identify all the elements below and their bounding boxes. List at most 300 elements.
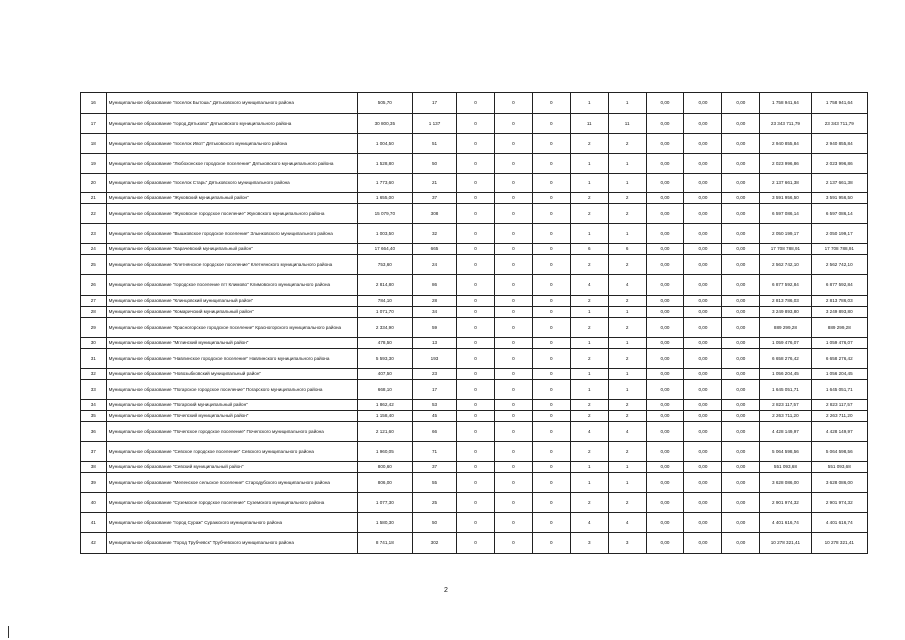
amount3-value: 0,00 xyxy=(722,380,760,400)
col6-value: 2 xyxy=(570,493,608,513)
col5-value: 0 xyxy=(532,134,570,154)
row-number: 16 xyxy=(81,93,107,114)
col7-value: 1 xyxy=(608,473,646,493)
sum2-value: 4 401 616,74 xyxy=(811,513,867,533)
amount3-value: 0,00 xyxy=(722,224,760,244)
area-value: 1 773,60 xyxy=(357,174,412,193)
row-number: 27 xyxy=(81,296,107,307)
municipality-name: Муниципальное образование "Погарское городское поселение" Погарского муниципального района xyxy=(106,380,357,400)
count-value: 308 xyxy=(412,204,456,224)
amount3-value: 0,00 xyxy=(722,462,760,473)
row-number: 20 xyxy=(81,174,107,193)
count-value: 193 xyxy=(412,349,456,369)
amount3-value: 0,00 xyxy=(722,154,760,174)
municipal-data-table xyxy=(80,92,868,554)
sum1-value: 2 823 117,57 xyxy=(760,400,811,411)
sum1-value: 2 813 786,03 xyxy=(760,296,811,307)
table-row xyxy=(81,154,868,174)
sum2-value: 1 059 476,07 xyxy=(811,338,867,349)
table-row xyxy=(81,255,868,275)
area-value: 2 814,80 xyxy=(357,275,412,296)
col6-value: 1 xyxy=(570,93,608,114)
row-number: 37 xyxy=(81,442,107,462)
col3-value: 0 xyxy=(457,422,495,442)
count-value: 55 xyxy=(412,473,456,493)
sum2-value: 2 263 711,20 xyxy=(811,411,867,422)
table-row xyxy=(81,462,868,473)
table-row xyxy=(81,174,868,193)
amount3-value: 0,00 xyxy=(722,513,760,533)
table-row xyxy=(81,380,868,400)
row-number: 28 xyxy=(81,307,107,318)
col5-value: 0 xyxy=(532,400,570,411)
col7-value: 1 xyxy=(608,174,646,193)
sum2-value: 3 249 893,80 xyxy=(811,307,867,318)
sum2-value: 4 428 149,97 xyxy=(811,422,867,442)
sum1-value: 1 056 204,45 xyxy=(760,369,811,380)
col4-value: 0 xyxy=(494,411,532,422)
amount3-value: 0,00 xyxy=(722,134,760,154)
col3-value: 0 xyxy=(457,380,495,400)
sum1-value: 3 249 893,80 xyxy=(760,307,811,318)
table-row xyxy=(81,134,868,154)
sum2-value: 2 137 661,38 xyxy=(811,174,867,193)
area-value: 1 004,50 xyxy=(357,134,412,154)
col3-value: 0 xyxy=(457,114,495,134)
area-value: 1 071,70 xyxy=(357,307,412,318)
col5-value: 0 xyxy=(532,473,570,493)
col5-value: 0 xyxy=(532,493,570,513)
col4-value: 0 xyxy=(494,193,532,204)
table-row xyxy=(81,338,868,349)
municipality-name: Муниципальное образование "Жуковский муниципальный район" xyxy=(106,193,357,204)
col6-value: 4 xyxy=(570,513,608,533)
col3-value: 0 xyxy=(457,193,495,204)
col5-value: 0 xyxy=(532,244,570,255)
amount1-value: 0,00 xyxy=(646,204,684,224)
col7-value: 3 xyxy=(608,533,646,554)
amount1-value: 0,00 xyxy=(646,193,684,204)
col6-value: 2 xyxy=(570,411,608,422)
amount2-value: 0,00 xyxy=(684,349,722,369)
row-number: 42 xyxy=(81,533,107,554)
municipality-name: Муниципальное образование "Севский муниципальный район" xyxy=(106,462,357,473)
sum2-value: 2 901 974,32 xyxy=(811,493,867,513)
amount3-value: 0,00 xyxy=(722,411,760,422)
area-value: 15 079,70 xyxy=(357,204,412,224)
count-value: 1 137 xyxy=(412,114,456,134)
municipality-name: Муниципальное образование "Погарский муниципальный район" xyxy=(106,400,357,411)
count-value: 665 xyxy=(412,244,456,255)
sum2-value: 2 940 855,84 xyxy=(811,134,867,154)
col4-value: 0 xyxy=(494,462,532,473)
area-value: 1 077,30 xyxy=(357,493,412,513)
col5-value: 0 xyxy=(532,193,570,204)
col3-value: 0 xyxy=(457,338,495,349)
sum1-value: 2 901 974,32 xyxy=(760,493,811,513)
count-value: 66 xyxy=(412,422,456,442)
amount2-value: 0,00 xyxy=(684,114,722,134)
col4-value: 0 xyxy=(494,307,532,318)
col5-value: 0 xyxy=(532,93,570,114)
amount2-value: 0,00 xyxy=(684,275,722,296)
col5-value: 0 xyxy=(532,154,570,174)
amount1-value: 0,00 xyxy=(646,473,684,493)
table-row xyxy=(81,224,868,244)
table-row xyxy=(81,473,868,493)
amount2-value: 0,00 xyxy=(684,462,722,473)
municipality-name: Муниципальное образование "поселок Бытошь" Дятьковского муниципального района xyxy=(106,93,357,114)
sum1-value: 5 064 598,56 xyxy=(760,442,811,462)
area-value: 800,60 xyxy=(357,462,412,473)
col7-value: 2 xyxy=(608,204,646,224)
area-value: 1 580,30 xyxy=(357,513,412,533)
col6-value: 1 xyxy=(570,307,608,318)
col5-value: 0 xyxy=(532,422,570,442)
amount2-value: 0,00 xyxy=(684,411,722,422)
municipality-name: Муниципальное образование "город Дятьково" Дятьковского муниципального района xyxy=(106,114,357,134)
sum2-value: 23 343 711,79 xyxy=(811,114,867,134)
municipality-name: Муниципальное образование "Красногорское городское поселение" Красногорского муниципального района xyxy=(106,318,357,338)
sum1-value: 3 628 086,00 xyxy=(760,473,811,493)
col6-value: 4 xyxy=(570,275,608,296)
amount1-value: 0,00 xyxy=(646,442,684,462)
table-row xyxy=(81,296,868,307)
col7-value: 1 xyxy=(608,154,646,174)
col6-value: 1 xyxy=(570,380,608,400)
col6-value: 2 xyxy=(570,296,608,307)
area-value: 478,50 xyxy=(357,338,412,349)
amount2-value: 0,00 xyxy=(684,154,722,174)
amount1-value: 0,00 xyxy=(646,411,684,422)
col5-value: 0 xyxy=(532,275,570,296)
col3-value: 0 xyxy=(457,411,495,422)
amount1-value: 0,00 xyxy=(646,296,684,307)
sum1-value: 3 591 956,50 xyxy=(760,193,811,204)
area-value: 5 593,30 xyxy=(357,349,412,369)
col4-value: 0 xyxy=(494,442,532,462)
col5-value: 0 xyxy=(532,369,570,380)
sum2-value: 3 591 956,50 xyxy=(811,193,867,204)
amount2-value: 0,00 xyxy=(684,224,722,244)
municipality-name: Муниципальное образование "Клетнянское городское поселение" Клетнянского муниципального района xyxy=(106,255,357,275)
row-number: 29 xyxy=(81,318,107,338)
municipality-name: Муниципальное образование "Суземское городское поселение" Суземского муниципального района xyxy=(106,493,357,513)
col7-value: 1 xyxy=(608,380,646,400)
area-value: 2 121,60 xyxy=(357,422,412,442)
sum2-value: 10 278 321,41 xyxy=(811,533,867,554)
table-row xyxy=(81,93,868,114)
col4-value: 0 xyxy=(494,513,532,533)
col4-value: 0 xyxy=(494,349,532,369)
table-row xyxy=(81,114,868,134)
col7-value: 2 xyxy=(608,442,646,462)
amount3-value: 0,00 xyxy=(722,114,760,134)
col6-value: 1 xyxy=(570,369,608,380)
sum2-value: 551 093,68 xyxy=(811,462,867,473)
amount2-value: 0,00 xyxy=(684,493,722,513)
amount2-value: 0,00 xyxy=(684,193,722,204)
sum1-value: 23 343 711,79 xyxy=(760,114,811,134)
amount2-value: 0,00 xyxy=(684,296,722,307)
col3-value: 0 xyxy=(457,369,495,380)
amount1-value: 0,00 xyxy=(646,513,684,533)
count-value: 53 xyxy=(412,400,456,411)
col6-value: 1 xyxy=(570,338,608,349)
count-value: 17 xyxy=(412,380,456,400)
amount2-value: 0,00 xyxy=(684,442,722,462)
amount3-value: 0,00 xyxy=(722,349,760,369)
sum1-value: 2 050 199,17 xyxy=(760,224,811,244)
amount1-value: 0,00 xyxy=(646,93,684,114)
col3-value: 0 xyxy=(457,204,495,224)
count-value: 50 xyxy=(412,154,456,174)
municipality-name: Муниципальное образование "поселок Ивот" Дятьковского муниципального района xyxy=(106,134,357,154)
col3-value: 0 xyxy=(457,307,495,318)
amount2-value: 0,00 xyxy=(684,369,722,380)
col7-value: 2 xyxy=(608,255,646,275)
area-value: 1 655,00 xyxy=(357,193,412,204)
row-number: 17 xyxy=(81,114,107,134)
col4-value: 0 xyxy=(494,204,532,224)
area-value: 1 158,40 xyxy=(357,411,412,422)
col7-value: 2 xyxy=(608,349,646,369)
amount3-value: 0,00 xyxy=(722,400,760,411)
col3-value: 0 xyxy=(457,154,495,174)
col3-value: 0 xyxy=(457,493,495,513)
col6-value: 2 xyxy=(570,204,608,224)
amount2-value: 0,00 xyxy=(684,473,722,493)
col6-value: 1 xyxy=(570,473,608,493)
amount3-value: 0,00 xyxy=(722,204,760,224)
amount3-value: 0,00 xyxy=(722,244,760,255)
row-number: 34 xyxy=(81,400,107,411)
row-number: 22 xyxy=(81,204,107,224)
col6-value: 2 xyxy=(570,134,608,154)
col3-value: 0 xyxy=(457,174,495,193)
col3-value: 0 xyxy=(457,533,495,554)
amount1-value: 0,00 xyxy=(646,275,684,296)
col7-value: 2 xyxy=(608,318,646,338)
sum1-value: 4 401 616,74 xyxy=(760,513,811,533)
area-value: 505,70 xyxy=(357,93,412,114)
col6-value: 1 xyxy=(570,154,608,174)
count-value: 51 xyxy=(412,134,456,154)
col7-value: 11 xyxy=(608,114,646,134)
amount2-value: 0,00 xyxy=(684,338,722,349)
area-value: 1 862,42 xyxy=(357,400,412,411)
col7-value: 1 xyxy=(608,307,646,318)
col3-value: 0 xyxy=(457,349,495,369)
amount1-value: 0,00 xyxy=(646,244,684,255)
sum2-value: 2 813 786,03 xyxy=(811,296,867,307)
amount2-value: 0,00 xyxy=(684,513,722,533)
amount1-value: 0,00 xyxy=(646,533,684,554)
page-number: 2 xyxy=(444,587,448,594)
amount3-value: 0,00 xyxy=(722,422,760,442)
sum1-value: 1 758 941,64 xyxy=(760,93,811,114)
amount1-value: 0,00 xyxy=(646,493,684,513)
area-value: 8 741,18 xyxy=(357,533,412,554)
col3-value: 0 xyxy=(457,255,495,275)
col4-value: 0 xyxy=(494,134,532,154)
sum1-value: 10 278 321,41 xyxy=(760,533,811,554)
municipality-name: Муниципальное образование "Карачевский муниципальный район" xyxy=(106,244,357,255)
row-number: 32 xyxy=(81,369,107,380)
area-value: 2 334,90 xyxy=(357,318,412,338)
col3-value: 0 xyxy=(457,93,495,114)
col6-value: 1 xyxy=(570,224,608,244)
amount3-value: 0,00 xyxy=(722,442,760,462)
amount3-value: 0,00 xyxy=(722,296,760,307)
municipality-name: Муниципальное образование "Новозыбковский муниципальный район" xyxy=(106,369,357,380)
col4-value: 0 xyxy=(494,275,532,296)
row-number: 35 xyxy=(81,411,107,422)
col4-value: 0 xyxy=(494,296,532,307)
count-value: 71 xyxy=(412,442,456,462)
amount1-value: 0,00 xyxy=(646,134,684,154)
amount1-value: 0,00 xyxy=(646,224,684,244)
sum1-value: 6 597 086,14 xyxy=(760,204,811,224)
area-value: 1 960,05 xyxy=(357,442,412,462)
count-value: 37 xyxy=(412,193,456,204)
table-row xyxy=(81,369,868,380)
col6-value: 2 xyxy=(570,442,608,462)
municipality-name: Муниципальное образование "Город Трубчевск" Трубчевского муниципального района xyxy=(106,533,357,554)
col4-value: 0 xyxy=(494,369,532,380)
municipality-name: Муниципальное образование "Жуковское городское поселение" Жуковского муниципального района xyxy=(106,204,357,224)
table-row xyxy=(81,533,868,554)
row-number: 19 xyxy=(81,154,107,174)
amount2-value: 0,00 xyxy=(684,400,722,411)
col5-value: 0 xyxy=(532,349,570,369)
sum2-value: 6 597 086,14 xyxy=(811,204,867,224)
col5-value: 0 xyxy=(532,380,570,400)
sum2-value: 17 708 788,91 xyxy=(811,244,867,255)
col4-value: 0 xyxy=(494,174,532,193)
count-value: 302 xyxy=(412,533,456,554)
table-row xyxy=(81,513,868,533)
amount2-value: 0,00 xyxy=(684,174,722,193)
amount1-value: 0,00 xyxy=(646,318,684,338)
table-row xyxy=(81,307,868,318)
row-number: 40 xyxy=(81,493,107,513)
col5-value: 0 xyxy=(532,533,570,554)
table-row xyxy=(81,493,868,513)
col6-value: 1 xyxy=(570,462,608,473)
count-value: 17 xyxy=(412,93,456,114)
col6-value: 2 xyxy=(570,318,608,338)
amount1-value: 0,00 xyxy=(646,380,684,400)
sum1-value: 1 645 051,71 xyxy=(760,380,811,400)
amount3-value: 0,00 xyxy=(722,307,760,318)
col3-value: 0 xyxy=(457,462,495,473)
col7-value: 6 xyxy=(608,244,646,255)
count-value: 37 xyxy=(412,462,456,473)
col5-value: 0 xyxy=(532,114,570,134)
amount2-value: 0,00 xyxy=(684,93,722,114)
table-row xyxy=(81,204,868,224)
col7-value: 1 xyxy=(608,224,646,244)
count-value: 23 xyxy=(412,369,456,380)
amount2-value: 0,00 xyxy=(684,204,722,224)
row-number: 23 xyxy=(81,224,107,244)
amount3-value: 0,00 xyxy=(722,533,760,554)
col6-value: 11 xyxy=(570,114,608,134)
sum2-value: 889 299,28 xyxy=(811,318,867,338)
table-row xyxy=(81,442,868,462)
amount3-value: 0,00 xyxy=(722,338,760,349)
col5-value: 0 xyxy=(532,513,570,533)
municipality-name: Муниципальное образование "Мглинский муниципальный район" xyxy=(106,338,357,349)
row-number: 41 xyxy=(81,513,107,533)
municipality-name: Муниципальное образование "Комаричский муниципальный район" xyxy=(106,307,357,318)
count-value: 25 xyxy=(412,493,456,513)
row-number: 26 xyxy=(81,275,107,296)
col3-value: 0 xyxy=(457,134,495,154)
sum2-value: 3 628 086,00 xyxy=(811,473,867,493)
amount2-value: 0,00 xyxy=(684,422,722,442)
sum1-value: 6 658 276,42 xyxy=(760,349,811,369)
col3-value: 0 xyxy=(457,224,495,244)
count-value: 32 xyxy=(412,224,456,244)
area-value: 407,50 xyxy=(357,369,412,380)
municipality-name: Муниципальное образование "городское поселение пгт Климово" Климовского муниципального района xyxy=(106,275,357,296)
col7-value: 2 xyxy=(608,134,646,154)
count-value: 45 xyxy=(412,411,456,422)
row-number: 21 xyxy=(81,193,107,204)
table-row xyxy=(81,275,868,296)
col6-value: 2 xyxy=(570,349,608,369)
amount3-value: 0,00 xyxy=(722,174,760,193)
amount2-value: 0,00 xyxy=(684,533,722,554)
sum1-value: 2 137 661,38 xyxy=(760,174,811,193)
amount3-value: 0,00 xyxy=(722,193,760,204)
col3-value: 0 xyxy=(457,442,495,462)
count-value: 21 xyxy=(412,174,456,193)
col5-value: 0 xyxy=(532,338,570,349)
count-value: 50 xyxy=(412,513,456,533)
col4-value: 0 xyxy=(494,93,532,114)
amount3-value: 0,00 xyxy=(722,493,760,513)
count-value: 59 xyxy=(412,318,456,338)
col5-value: 0 xyxy=(532,255,570,275)
row-number: 36 xyxy=(81,422,107,442)
col7-value: 4 xyxy=(608,275,646,296)
col7-value: 2 xyxy=(608,193,646,204)
col5-value: 0 xyxy=(532,462,570,473)
municipality-name: Муниципальное образование "Клинцовский муниципальный район" xyxy=(106,296,357,307)
col4-value: 0 xyxy=(494,493,532,513)
sum2-value: 1 645 051,71 xyxy=(811,380,867,400)
col3-value: 0 xyxy=(457,513,495,533)
count-value: 13 xyxy=(412,338,456,349)
col4-value: 0 xyxy=(494,244,532,255)
table-row xyxy=(81,422,868,442)
row-number: 38 xyxy=(81,462,107,473)
col5-value: 0 xyxy=(532,307,570,318)
col6-value: 2 xyxy=(570,400,608,411)
table-row xyxy=(81,411,868,422)
col4-value: 0 xyxy=(494,422,532,442)
col5-value: 0 xyxy=(532,318,570,338)
municipality-name: Муниципальное образование "Вышковское городское поселение" Злынковского муниципального района xyxy=(106,224,357,244)
col4-value: 0 xyxy=(494,338,532,349)
col4-value: 0 xyxy=(494,224,532,244)
sum1-value: 4 428 149,97 xyxy=(760,422,811,442)
row-number: 24 xyxy=(81,244,107,255)
area-value: 784,10 xyxy=(357,296,412,307)
